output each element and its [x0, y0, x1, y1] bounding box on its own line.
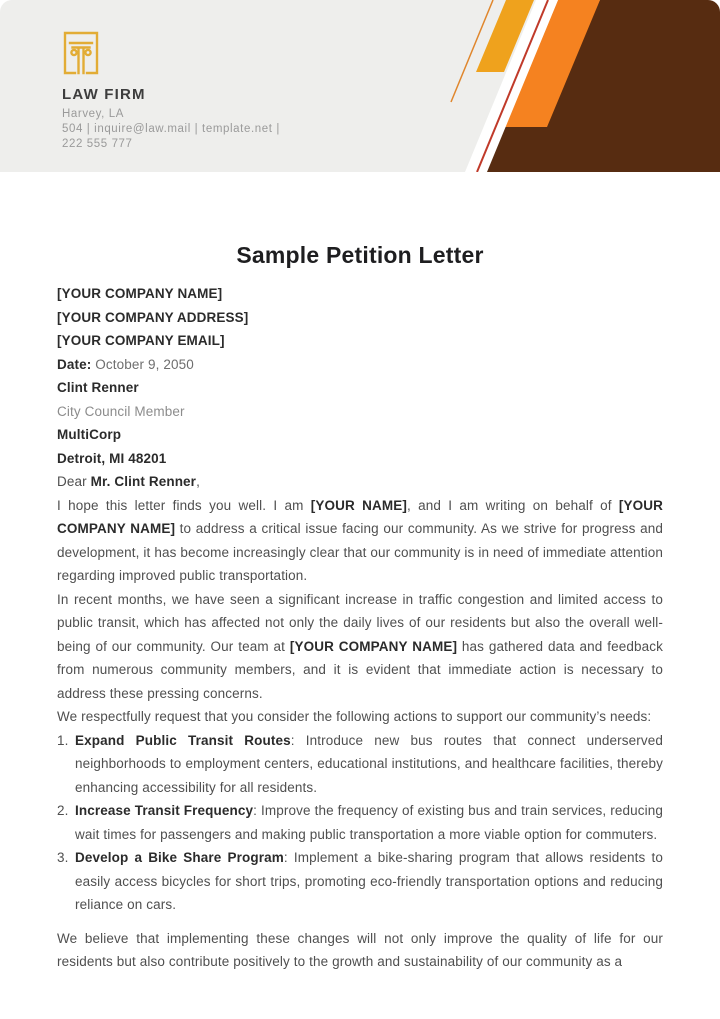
page-title: Sample Petition Letter	[236, 242, 484, 268]
list-item	[57, 729, 663, 800]
list-item-number: 2.	[57, 803, 69, 818]
list-item	[57, 846, 663, 917]
list-item-number: 1.	[57, 732, 69, 748]
company-address-line: [YOUR COMPANY ADDRESS]	[57, 309, 249, 325]
date-value: October 9, 2050	[95, 356, 194, 372]
recipient-name: Clint Renner	[57, 380, 139, 395]
letter-paragraph-1: I hope this letter finds you well. I am [YOUR NAME], and I am writing on behalf of [YOUR COMPANY NAME] to address a critical issue facing our community. As we strive for progress and development, it has become increasingly clear that our community is in need of immediate attention regarding improved public transportation.	[57, 497, 664, 583]
law-column-icon	[57, 29, 105, 77]
list-item-text: Develop a Bike Share Program: Implement a bike-sharing program that allows residents to easily access bicycles for short trips, promoting eco-friendly transportation options and reducing reliance on cars.	[75, 850, 663, 912]
petition-actions-list	[57, 729, 663, 917]
salutation-prefix: Dear	[57, 474, 91, 489]
list-item-text: Increase Transit Frequency: Improve the frequency of existing bus and train services, reducing wait times for passengers and making public transportation a more viable option for commuters.	[75, 803, 664, 842]
firm-contact-block	[62, 107, 280, 152]
salutation-suffix: ,	[196, 474, 200, 489]
list-item	[57, 799, 663, 846]
firm-location: Harvey, LA	[62, 108, 125, 120]
firm-phone: 222 555 777	[62, 138, 133, 150]
closing-paragraph: We believe that implementing these changes will not only improve the quality of life for our residents but also contribute positively to the growth and sustainability of our community as a	[57, 930, 663, 969]
list-item-number: 3.	[57, 850, 69, 865]
company-email-line: [YOUR COMPANY EMAIL]	[57, 333, 225, 348]
firm-name: LAW FIRM	[62, 86, 146, 103]
date-line	[57, 353, 663, 377]
recipient-city: Detroit, MI 48201	[57, 450, 167, 466]
letter-paragraph-3: We respectfully request that you consider the following actions to support our community’s needs:	[57, 709, 652, 724]
recipient-title: City Council Member	[57, 403, 185, 419]
firm-contact-line: 504 | inquire@law.mail | template.net |	[62, 123, 280, 135]
salutation-name: Mr. Clint Renner	[90, 474, 197, 489]
list-item-text: Expand Public Transit Routes: Introduce new bus routes that connect underserved neighborhoods to employment centers, educational institutions, and healthcare facilities, thereby enhancing accessibility for all residents.	[75, 732, 663, 795]
salutation-line	[57, 470, 663, 494]
letterhead	[0, 0, 720, 172]
letter-body	[57, 282, 663, 974]
letter-paragraph-2: In recent months, we have seen a significant increase in traffic congestion and limited access to public transit, which has affected not only the daily lives of our residents but also the overall well-being of our community. Our team at [YOUR COMPANY NAME] has gathered data and feedback from numerous community members, and it is evident that immediate action is necessary to address these pressing concerns.	[57, 591, 663, 701]
company-name-line: [YOUR COMPANY NAME]	[57, 286, 223, 301]
date-label: Date:	[57, 356, 92, 372]
recipient-company: MultiCorp	[57, 427, 122, 442]
